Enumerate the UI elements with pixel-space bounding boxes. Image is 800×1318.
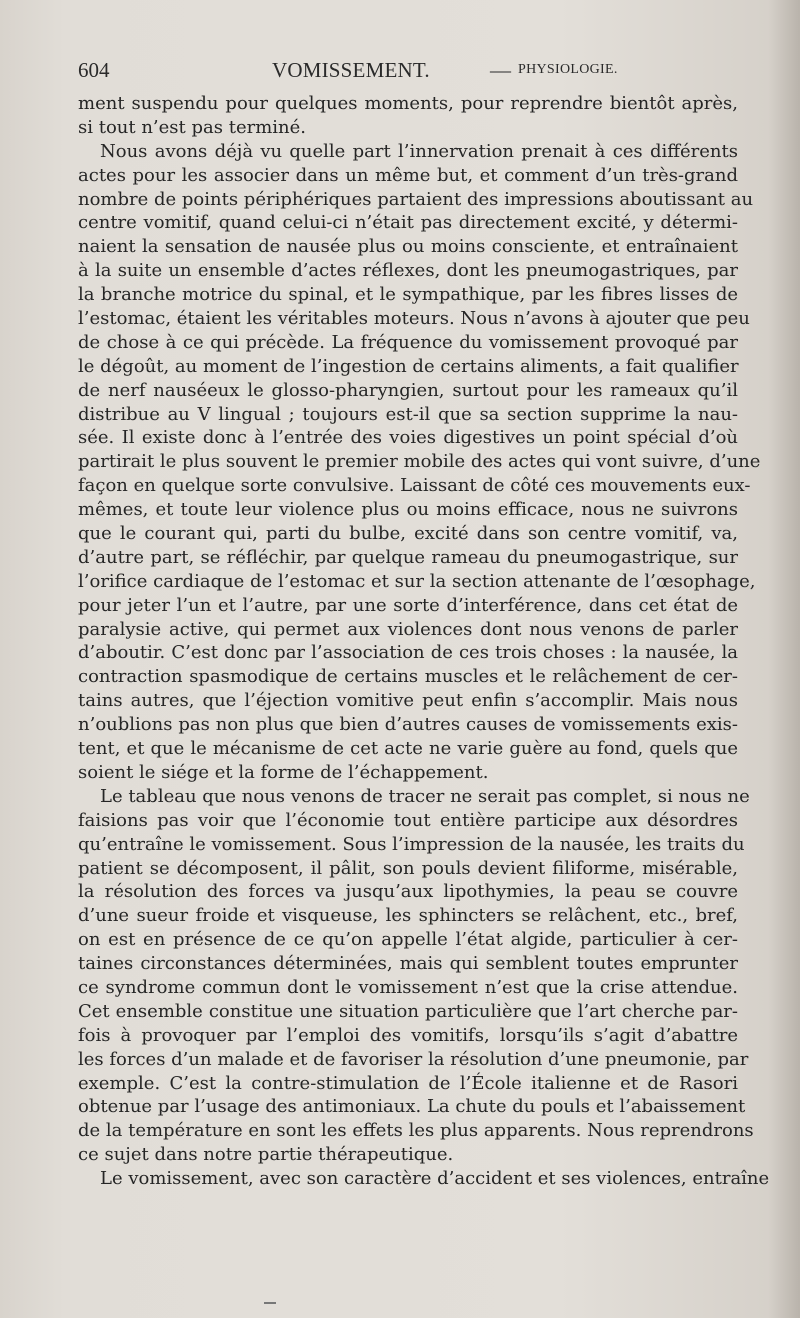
running-head xyxy=(78,58,738,86)
text-line: de chose à ce qui précède. La fréquence du vomissement provoqué par xyxy=(78,331,738,353)
text-line: actes pour les associer dans un même but, et comment d’un très-grand xyxy=(78,164,738,186)
text-line: tent, et que le mécanisme de cet acte ne varie guère au fond, quels que xyxy=(78,738,738,760)
text-line: tains autres, que l’éjection vomitive peut enfin s’accomplir. Mais nous xyxy=(78,690,738,712)
text-line: taines circonstances déterminées, mais qui semblent toutes emprunter xyxy=(78,953,738,975)
text-line: partirait le plus souvent le premier mobile des actes qui vont suivre, d’une xyxy=(78,451,761,473)
text-line: que le courant qui, parti du bulbe, excité dans son centre vomitif, va, xyxy=(78,523,738,545)
text-line: la résolution des forces va jusqu’aux lipothymies, la peau se couvre xyxy=(78,881,738,903)
text-line: sée. Il existe donc à l’entrée des voies digestives un point spécial d’où xyxy=(78,427,738,449)
text-line: naient la sensation de nausée plus ou moins consciente, et entraînaient xyxy=(78,236,738,258)
text-line: ment suspendu pour quelques moments, pour reprendre bientôt après, xyxy=(78,93,738,114)
text-line: la branche motrice du spinal, et le sympathique, par les fibres lisses de xyxy=(78,284,738,306)
text-line: de nerf nauséeux le glosso-pharyngien, surtout pour les rameaux qu’il xyxy=(78,379,738,401)
text-line: pour jeter l’un et l’autre, par une sorte d’interférence, dans cet état de xyxy=(78,594,738,616)
text-line: façon en quelque sorte convulsive. Laissant de côté ces mouvements eux- xyxy=(78,475,751,497)
text-line: paralysie active, qui permet aux violences dont nous venons de parler xyxy=(78,618,738,640)
text-line: obtenue par l’usage des antimoniaux. La chute du pouls et l’abaissement xyxy=(78,1096,746,1118)
text-line: ce sujet dans notre partie thérapeutique. xyxy=(78,1144,454,1166)
text-line: ce syndrome commun dont le vomissement n’est que la crise attendue. xyxy=(78,976,738,998)
text-line: si tout n’est pas terminé. xyxy=(78,116,306,138)
text-line: d’autre part, se réfléchir, par quelque rameau du pneumogastrique, sur xyxy=(78,546,738,568)
text-line: le dégoût, au moment de l’ingestion de certains aliments, a fait qualifier xyxy=(78,355,739,377)
text-line: mêmes, et toute leur violence plus ou moins efficace, nous ne suivrons xyxy=(78,499,738,521)
text-line: soient le siége et la forme de l’échappement. xyxy=(78,761,489,783)
text-line: qu’entraîne le vomissement. Sous l’impression de la nausée, les traits du xyxy=(78,833,745,855)
text-line: de la température en sont les effets les plus apparents. Nous reprendrons xyxy=(78,1120,754,1142)
text-line: distribue au V lingual ; toujours est-il que sa section supprime la nau- xyxy=(78,403,738,425)
text-line: nombre de points périphériques partaient des impressions aboutissant au xyxy=(78,188,754,210)
paragraph-first-line: Le vomissement, avec son caractère d’accident et ses violences, entraîne xyxy=(100,1168,770,1190)
text-line: exemple. C’est la contre-stimulation de l’École italienne et de Rasori xyxy=(78,1072,738,1094)
page-number: 604 xyxy=(78,58,110,82)
text-line: d’une sueur froide et visqueuse, les sphincters se relâchent, etc., bref, xyxy=(78,905,738,927)
text-line: fois à provoquer par l’emploi des vomitifs, lorsqu’ils s’agit d’abattre xyxy=(78,1024,738,1046)
text-line: centre vomitif, quand celui-ci n’était pas directement excité, y détermi- xyxy=(78,212,738,234)
text-line: d’aboutir. C’est donc par l’association de ces trois choses : la nausée, la xyxy=(78,642,738,664)
text-line: contraction spasmodique de certains muscles et le relâchement de cer- xyxy=(78,666,738,688)
paragraph-first-line: Nous avons déjà vu quelle part l’innervation prenait à ces différents xyxy=(100,140,738,162)
text-line: on est en présence de ce qu’on appelle l’état algide, particulier à cer- xyxy=(78,929,738,951)
text-line: faisions pas voir que l’économie tout entière participe aux désordres xyxy=(78,809,738,831)
running-section: PHYSIOLOGIE. xyxy=(518,62,618,77)
text-line: Cet ensemble constitue une situation particulière que l’art cherche par- xyxy=(78,1000,738,1022)
text-line: les forces d’un malade et de favoriser la résolution d’une pneumonie, par xyxy=(78,1048,749,1070)
text-line: l’orifice cardiaque de l’estomac et sur la section attenante de l’œsophage, xyxy=(78,570,756,592)
text-line: l’estomac, étaient les véritables moteurs. Nous n’avons à ajouter que peu xyxy=(78,308,750,330)
text-line: à la suite un ensemble d’actes réflexes, dont les pneumogastriques, par xyxy=(78,260,738,282)
body-text xyxy=(78,92,770,1191)
running-title: VOMISSEMENT. xyxy=(272,58,430,82)
running-head-dash: — xyxy=(490,58,511,82)
paragraph-first-line: Le tableau que nous venons de tracer ne serait pas complet, si nous ne xyxy=(100,785,750,807)
text-line: n’oublions pas non plus que bien d’autres causes de vomissements exis- xyxy=(78,714,738,736)
print-mark xyxy=(264,1302,276,1304)
text-line: patient se décomposent, il pâlit, son pouls devient filiforme, misérable, xyxy=(78,857,738,879)
